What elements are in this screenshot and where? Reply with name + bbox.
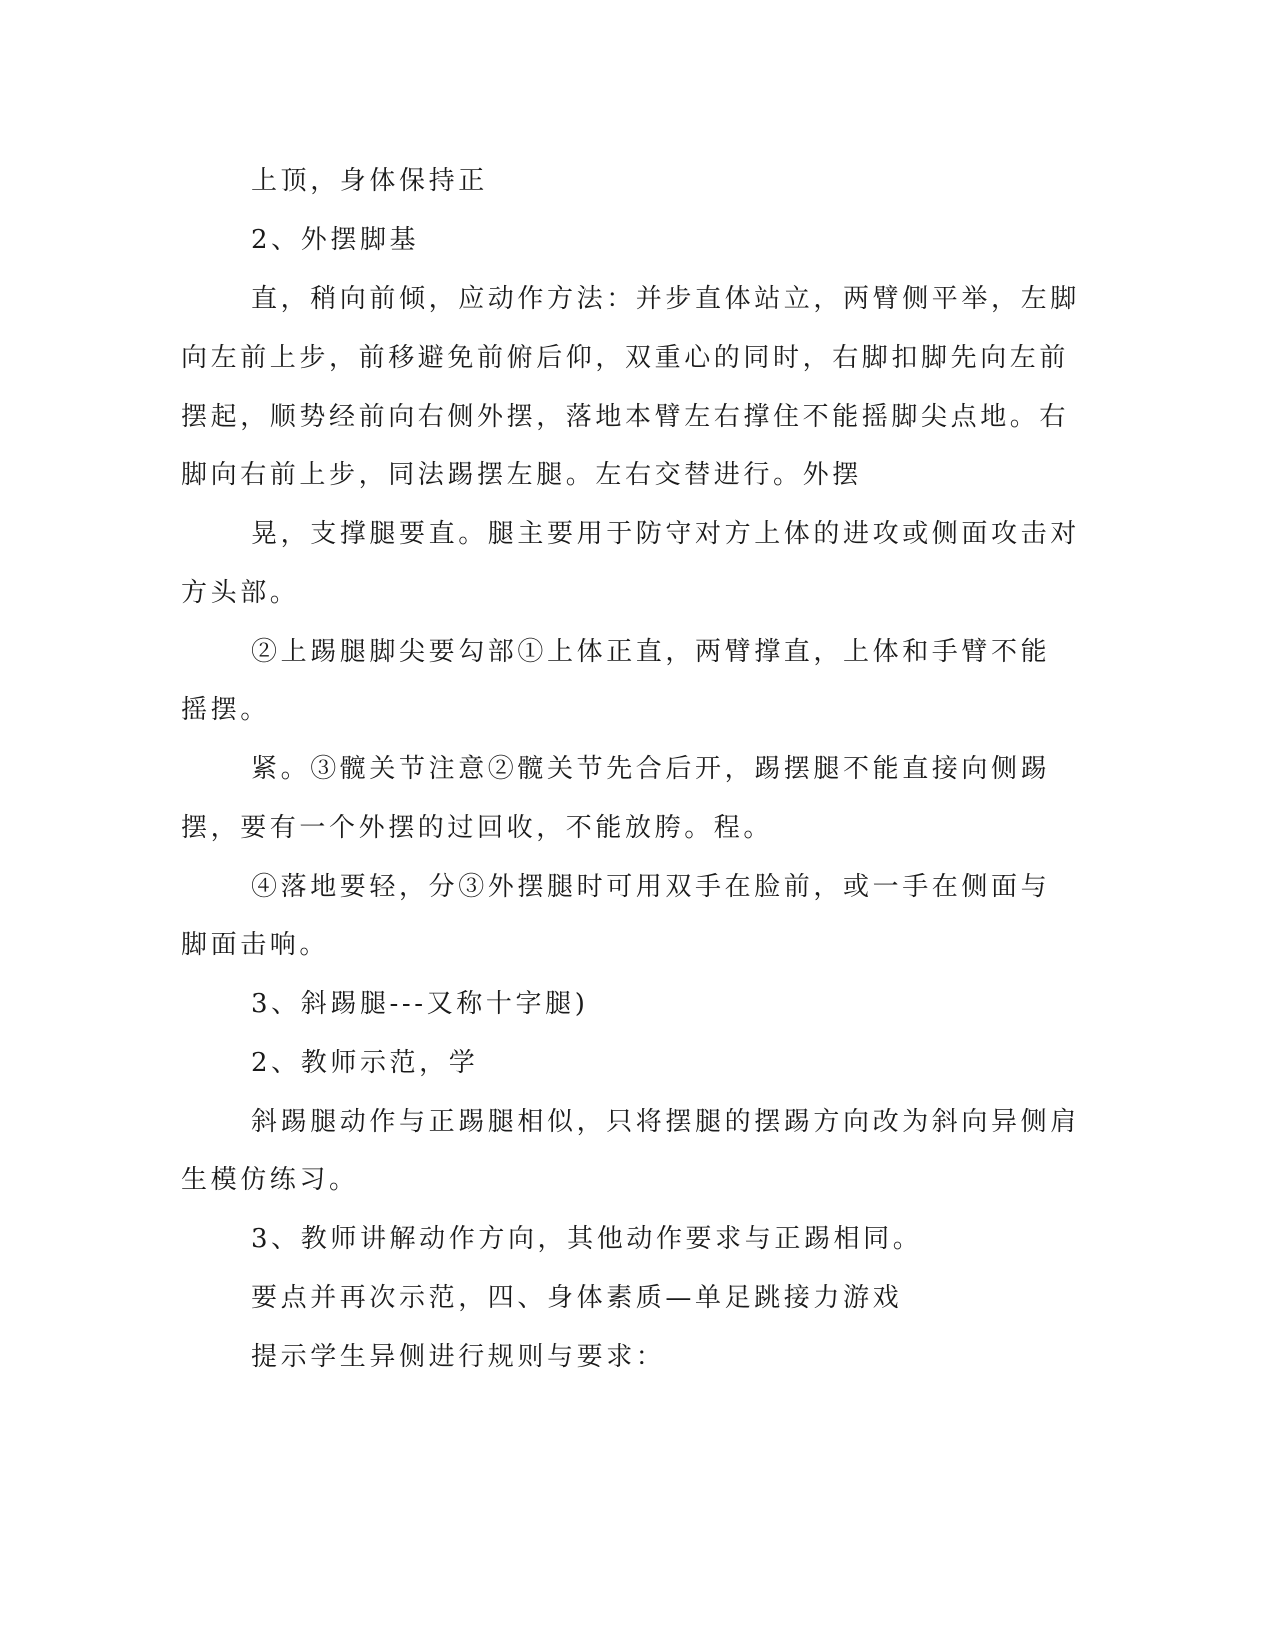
text-line: 3、斜踢腿---又称十字腿)	[251, 989, 589, 1019]
text-line: 要点并再次示范，四、身体素质—单足跳接力游戏	[251, 1283, 903, 1313]
text-line: 晃，支撑腿要直。腿主要用于防守对方上体的进攻或侧面攻击对	[251, 519, 1080, 549]
text-line: 生模仿练习。	[181, 1165, 359, 1195]
text-line: 紧。③髋关节注意②髋关节先合后开，踢摆腿不能直接向侧踢	[251, 754, 1051, 784]
text-line: 2、教师示范，学	[251, 1048, 479, 1078]
text-line: 脚面击响。	[181, 930, 330, 960]
text-line: ④落地要轻，分③外摆腿时可用双手在脸前，或一手在侧面与	[251, 872, 1051, 902]
text-line: 向左前上步，前移避免前俯后仰，双重心的同时，右脚扣脚先向左前	[181, 343, 1070, 373]
text-line: 摇摆。	[181, 695, 270, 725]
text-line: 斜踢腿动作与正踢腿相似，只将摆腿的摆踢方向改为斜向异侧肩	[251, 1107, 1080, 1137]
text-line: 2、外摆脚基	[251, 225, 420, 255]
text-line: 摆，要有一个外摆的过回收，不能放胯。程。	[181, 813, 774, 843]
text-line: 直，稍向前倾，应动作方法：并步直体站立，两臂侧平举，左脚	[251, 284, 1080, 314]
text-line: 3、教师讲解动作方向，其他动作要求与正踢相同。	[251, 1224, 923, 1254]
text-line: 脚向右前上步，同法踢摆左腿。左右交替进行。外摆	[181, 460, 862, 490]
text-line: 提示学生异侧进行规则与要求：	[251, 1342, 666, 1372]
text-line: 方头部。	[181, 578, 300, 608]
text-line: 上顶，身体保持正	[251, 166, 488, 196]
text-line: ②上踢腿脚尖要勾部①上体正直，两臂撑直，上体和手臂不能	[251, 637, 1051, 667]
text-line: 摆起，顺势经前向右侧外摆，落地本臂左右撑住不能摇脚尖点地。右	[181, 402, 1070, 432]
